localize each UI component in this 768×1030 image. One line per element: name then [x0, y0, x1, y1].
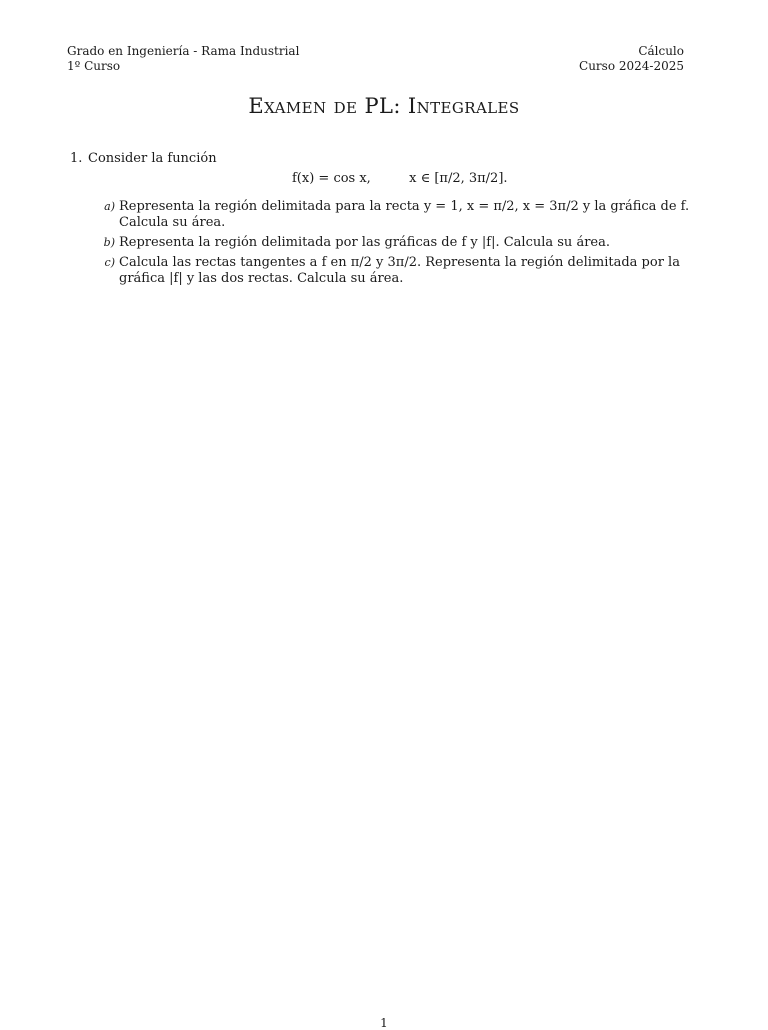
subquestion-a	[98, 199, 698, 231]
problem-intro: Consider la función	[88, 151, 217, 166]
subquestion-text: Representa la región delimitada para la recta y = 1, x = π/2, x = 3π/2 y la gráfica de f. Calcula su área.	[119, 199, 690, 230]
subquestion-label: b)	[103, 236, 115, 249]
degree-label: Grado en Ingeniería - Rama Industrial	[67, 44, 300, 58]
subquestion-b	[98, 235, 698, 251]
header-left	[67, 44, 299, 74]
problem-number: 1.	[70, 151, 83, 166]
subquestion-text: Representa la región delimitada por las gráficas de f y |f|. Calcula su área.	[119, 235, 610, 250]
header-right	[579, 44, 684, 74]
subquestion-text: Calcula las rectas tangentes a f en π/2 y 3π/2. Representa la región delimitada por la gráfica |f| y las dos rectas. Calcula su área.	[119, 255, 680, 286]
subquestion-label: c)	[104, 256, 115, 269]
subject-label: Cálculo	[638, 44, 684, 58]
exam-title: Examen de PL: Integrales	[248, 94, 520, 118]
formula-domain: x ∈ [π/2, 3π/2].	[409, 171, 508, 186]
subquestion-c	[98, 255, 698, 287]
page-number: 1	[380, 1016, 388, 1030]
subquestion-label: a)	[104, 200, 115, 213]
subquestion-list	[98, 199, 698, 291]
problem-lead	[70, 151, 700, 167]
function-formula	[292, 171, 508, 187]
course-year-label: 1º Curso	[67, 59, 121, 73]
academic-year-label: Curso 2024-2025	[579, 59, 684, 73]
problem-1	[70, 151, 700, 286]
formula-definition: f(x) = cos x,	[292, 171, 371, 186]
